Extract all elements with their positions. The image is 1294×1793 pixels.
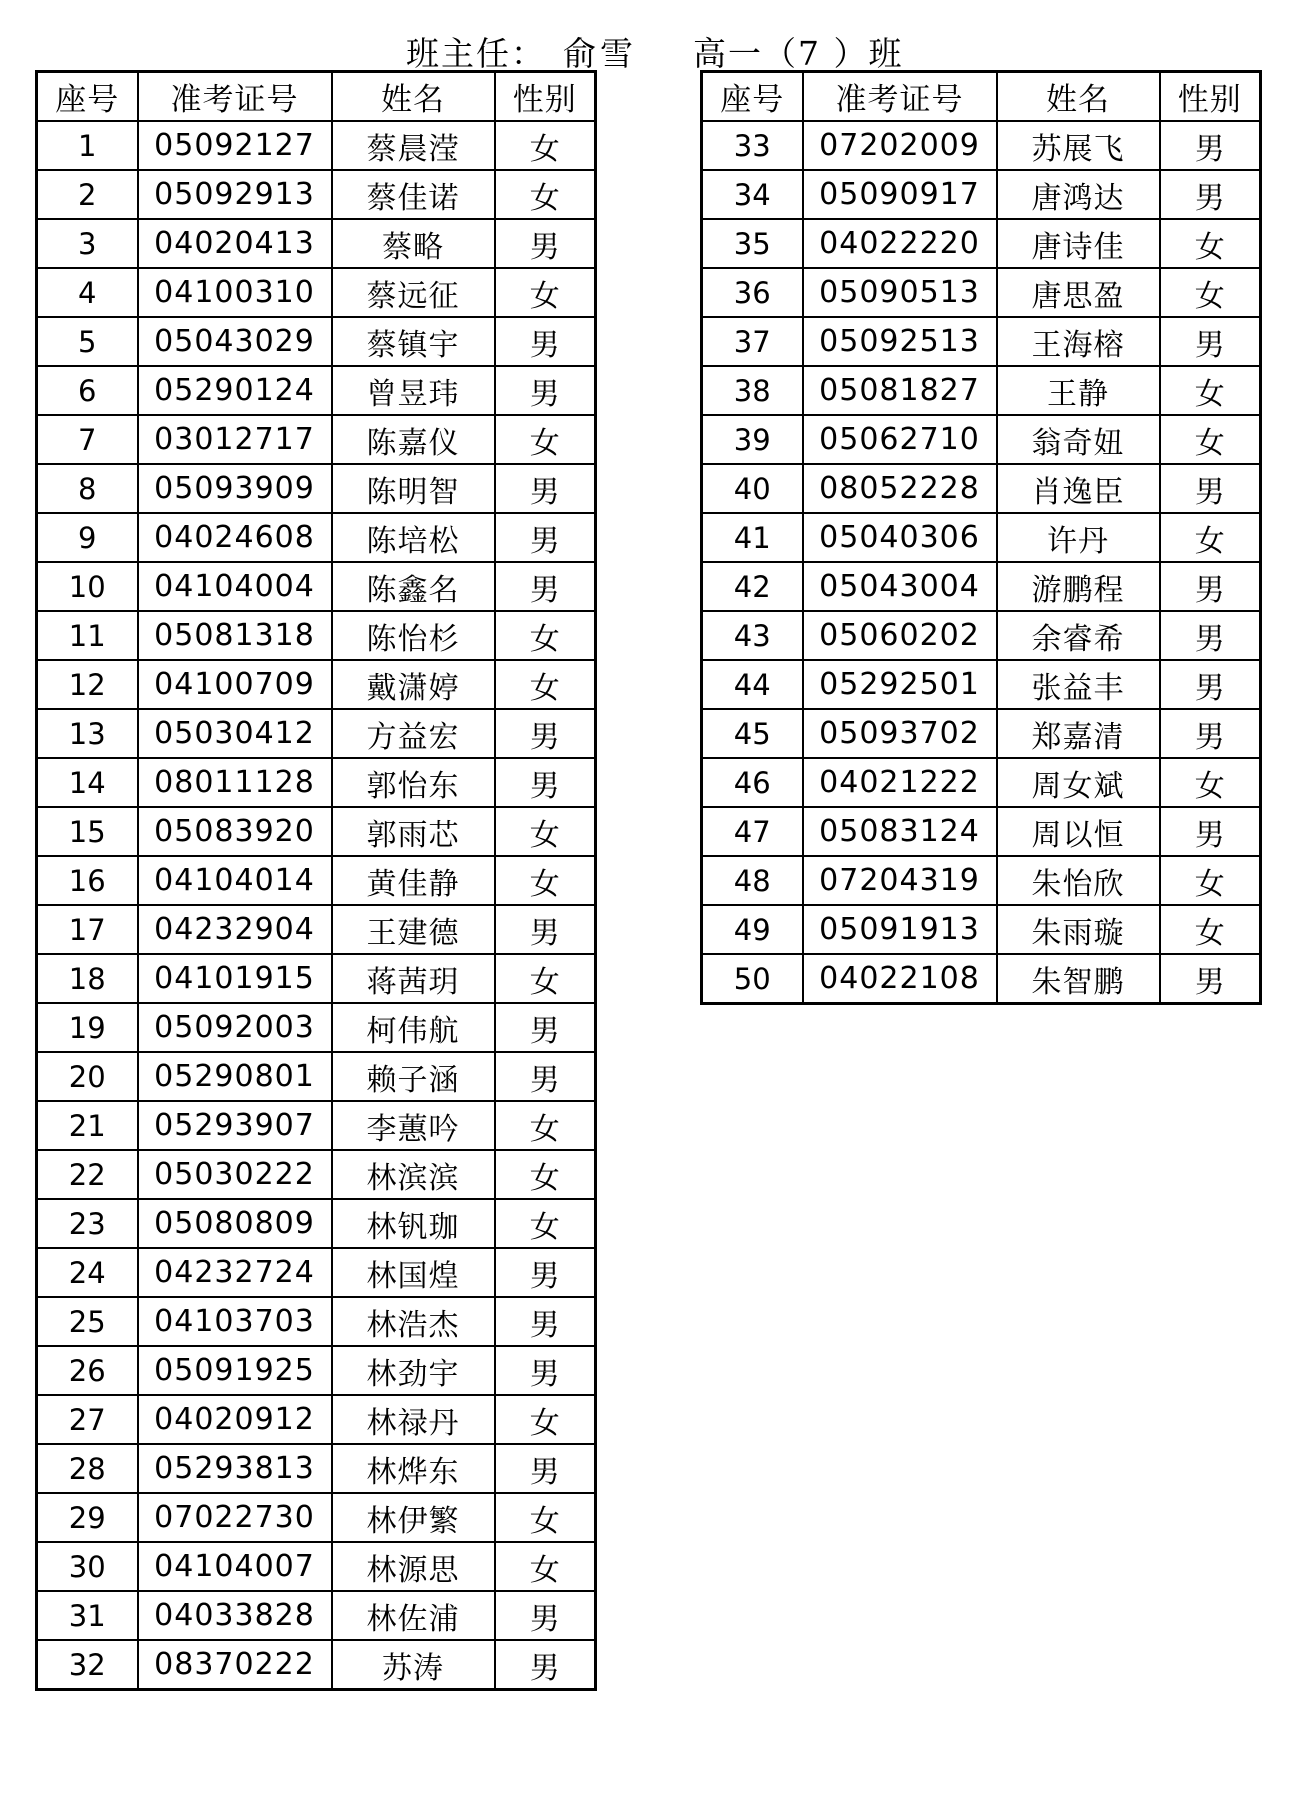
cell-exam-id: 04020413	[138, 219, 332, 268]
table-row	[37, 513, 596, 562]
table-row	[37, 1395, 596, 1444]
cell-gender: 女	[495, 954, 596, 1003]
column-header-name: 姓名	[332, 72, 495, 122]
table-row	[37, 170, 596, 219]
cell-seat: 6	[37, 366, 138, 415]
cell-name: 苏展飞	[997, 121, 1160, 170]
cell-exam-id: 04104014	[138, 856, 332, 905]
cell-seat: 38	[702, 366, 803, 415]
cell-gender: 女	[495, 121, 596, 170]
cell-seat: 13	[37, 709, 138, 758]
cell-seat: 20	[37, 1052, 138, 1101]
cell-gender: 男	[495, 317, 596, 366]
cell-gender: 男	[495, 758, 596, 807]
cell-exam-id: 04021222	[803, 758, 997, 807]
cell-exam-id: 04101915	[138, 954, 332, 1003]
cell-name: 陈嘉仪	[332, 415, 495, 464]
cell-gender: 男	[495, 1444, 596, 1493]
cell-seat: 37	[702, 317, 803, 366]
cell-exam-id: 05093702	[803, 709, 997, 758]
table-row	[37, 1248, 596, 1297]
table-row	[702, 905, 1261, 954]
cell-gender: 男	[1160, 611, 1261, 660]
cell-exam-id: 05083920	[138, 807, 332, 856]
cell-name: 曾昱玮	[332, 366, 495, 415]
cell-seat: 31	[37, 1591, 138, 1640]
cell-exam-id: 05081318	[138, 611, 332, 660]
cell-name: 唐诗佳	[997, 219, 1160, 268]
column-header-name: 姓名	[997, 72, 1160, 122]
cell-seat: 1	[37, 121, 138, 170]
cell-seat: 19	[37, 1003, 138, 1052]
table-row	[37, 1003, 596, 1052]
cell-seat: 32	[37, 1640, 138, 1690]
table-row	[37, 807, 596, 856]
cell-seat: 4	[37, 268, 138, 317]
cell-exam-id: 05043029	[138, 317, 332, 366]
head-teacher-label: 班主任：	[406, 34, 546, 73]
cell-seat: 11	[37, 611, 138, 660]
table-header-row	[702, 72, 1261, 122]
cell-exam-id: 05290124	[138, 366, 332, 415]
cell-seat: 40	[702, 464, 803, 513]
cell-seat: 14	[37, 758, 138, 807]
roster-table-left	[35, 70, 597, 1691]
cell-gender: 女	[495, 1395, 596, 1444]
cell-exam-id: 05091925	[138, 1346, 332, 1395]
column-header-gender: 性别	[495, 72, 596, 122]
cell-name: 陈怡杉	[332, 611, 495, 660]
cell-exam-id: 05093909	[138, 464, 332, 513]
cell-exam-id: 05081827	[803, 366, 997, 415]
cell-name: 林烨东	[332, 1444, 495, 1493]
cell-exam-id: 05062710	[803, 415, 997, 464]
cell-seat: 30	[37, 1542, 138, 1591]
cell-seat: 22	[37, 1150, 138, 1199]
cell-name: 李蕙吟	[332, 1101, 495, 1150]
cell-seat: 45	[702, 709, 803, 758]
cell-name: 肖逸臣	[997, 464, 1160, 513]
cell-exam-id: 05092513	[803, 317, 997, 366]
cell-seat: 9	[37, 513, 138, 562]
cell-gender: 男	[495, 464, 596, 513]
cell-gender: 男	[495, 1591, 596, 1640]
cell-gender: 女	[1160, 513, 1261, 562]
table-row	[702, 562, 1261, 611]
cell-name: 朱智鹏	[997, 954, 1160, 1004]
cell-gender: 男	[1160, 807, 1261, 856]
cell-name: 游鹏程	[997, 562, 1160, 611]
cell-name: 柯伟航	[332, 1003, 495, 1052]
cell-name: 朱雨璇	[997, 905, 1160, 954]
column-header-gender: 性别	[1160, 72, 1261, 122]
cell-gender: 女	[495, 1542, 596, 1591]
table-row	[37, 464, 596, 513]
cell-exam-id: 05083124	[803, 807, 997, 856]
cell-gender: 男	[1160, 317, 1261, 366]
cell-seat: 18	[37, 954, 138, 1003]
cell-gender: 女	[495, 170, 596, 219]
cell-gender: 女	[495, 1493, 596, 1542]
cell-name: 唐思盈	[997, 268, 1160, 317]
cell-name: 王建德	[332, 905, 495, 954]
table-row	[37, 1346, 596, 1395]
cell-seat: 43	[702, 611, 803, 660]
cell-exam-id: 05030222	[138, 1150, 332, 1199]
cell-name: 蔡远征	[332, 268, 495, 317]
cell-gender: 男	[495, 1052, 596, 1101]
table-row	[702, 170, 1261, 219]
cell-name: 戴潇婷	[332, 660, 495, 709]
table-row	[702, 660, 1261, 709]
table-row	[37, 1199, 596, 1248]
table-row	[37, 1640, 596, 1690]
cell-name: 王海榕	[997, 317, 1160, 366]
cell-exam-id: 03012717	[138, 415, 332, 464]
cell-exam-id: 04103703	[138, 1297, 332, 1346]
cell-name: 蔡略	[332, 219, 495, 268]
cell-name: 余睿希	[997, 611, 1160, 660]
cell-gender: 女	[1160, 758, 1261, 807]
cell-name: 林劲宇	[332, 1346, 495, 1395]
cell-exam-id: 05092003	[138, 1003, 332, 1052]
cell-exam-id: 05293813	[138, 1444, 332, 1493]
cell-exam-id: 05292501	[803, 660, 997, 709]
cell-gender: 女	[495, 415, 596, 464]
cell-seat: 21	[37, 1101, 138, 1150]
table-row	[37, 611, 596, 660]
cell-gender: 女	[495, 1199, 596, 1248]
column-header-seat: 座号	[702, 72, 803, 122]
table-row	[37, 954, 596, 1003]
cell-seat: 27	[37, 1395, 138, 1444]
cell-seat: 33	[702, 121, 803, 170]
cell-seat: 29	[37, 1493, 138, 1542]
cell-name: 苏涛	[332, 1640, 495, 1690]
table-row	[702, 611, 1261, 660]
table-row	[37, 905, 596, 954]
cell-seat: 34	[702, 170, 803, 219]
cell-name: 蒋茜玥	[332, 954, 495, 1003]
cell-exam-id: 07022730	[138, 1493, 332, 1542]
cell-name: 翁奇妞	[997, 415, 1160, 464]
roster-body-right	[702, 121, 1261, 1004]
table-row	[702, 954, 1261, 1004]
cell-seat: 28	[37, 1444, 138, 1493]
column-header-exam-id: 准考证号	[803, 72, 997, 122]
cell-seat: 44	[702, 660, 803, 709]
table-row	[702, 366, 1261, 415]
cell-name: 陈培松	[332, 513, 495, 562]
cell-seat: 23	[37, 1199, 138, 1248]
cell-seat: 35	[702, 219, 803, 268]
roster-table-right	[700, 70, 1262, 1005]
table-row	[37, 366, 596, 415]
table-row	[37, 1101, 596, 1150]
cell-seat: 17	[37, 905, 138, 954]
table-row	[37, 268, 596, 317]
cell-seat: 50	[702, 954, 803, 1004]
cell-seat: 25	[37, 1297, 138, 1346]
cell-gender: 女	[495, 1101, 596, 1150]
cell-gender: 女	[1160, 268, 1261, 317]
cell-exam-id: 05080809	[138, 1199, 332, 1248]
cell-gender: 女	[1160, 856, 1261, 905]
cell-exam-id: 08052228	[803, 464, 997, 513]
cell-seat: 5	[37, 317, 138, 366]
cell-gender: 男	[495, 1003, 596, 1052]
cell-exam-id: 04022108	[803, 954, 997, 1004]
cell-gender: 女	[495, 268, 596, 317]
cell-gender: 女	[495, 611, 596, 660]
table-row	[37, 317, 596, 366]
cell-gender: 女	[495, 856, 596, 905]
table-row	[37, 562, 596, 611]
table-row	[702, 856, 1261, 905]
cell-gender: 男	[495, 1640, 596, 1690]
table-row	[702, 121, 1261, 170]
cell-exam-id: 05090513	[803, 268, 997, 317]
cell-name: 王静	[997, 366, 1160, 415]
cell-seat: 49	[702, 905, 803, 954]
cell-name: 蔡镇宇	[332, 317, 495, 366]
cell-seat: 16	[37, 856, 138, 905]
table-row	[37, 660, 596, 709]
cell-gender: 男	[495, 219, 596, 268]
cell-seat: 7	[37, 415, 138, 464]
cell-gender: 女	[495, 1150, 596, 1199]
cell-exam-id: 05091913	[803, 905, 997, 954]
cell-name: 黄佳静	[332, 856, 495, 905]
table-row	[37, 1493, 596, 1542]
cell-seat: 48	[702, 856, 803, 905]
cell-gender: 男	[1160, 709, 1261, 758]
class-name: 高一（7 ）班	[693, 34, 904, 73]
cell-name: 赖子涵	[332, 1052, 495, 1101]
cell-seat: 12	[37, 660, 138, 709]
table-row	[37, 121, 596, 170]
cell-gender: 男	[495, 513, 596, 562]
cell-name: 林佐浦	[332, 1591, 495, 1640]
cell-seat: 46	[702, 758, 803, 807]
table-row	[37, 1444, 596, 1493]
table-row	[702, 415, 1261, 464]
cell-name: 周女斌	[997, 758, 1160, 807]
cell-exam-id: 04104007	[138, 1542, 332, 1591]
cell-seat: 8	[37, 464, 138, 513]
cell-gender: 男	[495, 709, 596, 758]
cell-gender: 男	[1160, 954, 1261, 1004]
cell-name: 林浩杰	[332, 1297, 495, 1346]
cell-name: 林国煌	[332, 1248, 495, 1297]
cell-seat: 3	[37, 219, 138, 268]
cell-exam-id: 05040306	[803, 513, 997, 562]
cell-name: 郭怡东	[332, 758, 495, 807]
cell-exam-id: 04020912	[138, 1395, 332, 1444]
cell-exam-id: 05290801	[138, 1052, 332, 1101]
table-row	[37, 415, 596, 464]
cell-gender: 男	[1160, 121, 1261, 170]
table-row	[37, 1591, 596, 1640]
cell-name: 朱怡欣	[997, 856, 1160, 905]
cell-seat: 10	[37, 562, 138, 611]
cell-name: 方益宏	[332, 709, 495, 758]
table-row	[702, 513, 1261, 562]
cell-seat: 41	[702, 513, 803, 562]
cell-exam-id: 05030412	[138, 709, 332, 758]
cell-gender: 男	[495, 562, 596, 611]
cell-name: 林伊繁	[332, 1493, 495, 1542]
cell-name: 周以恒	[997, 807, 1160, 856]
cell-gender: 女	[495, 660, 596, 709]
cell-gender: 男	[495, 1248, 596, 1297]
table-row	[702, 317, 1261, 366]
cell-gender: 男	[495, 1297, 596, 1346]
cell-exam-id: 05060202	[803, 611, 997, 660]
table-row	[702, 268, 1261, 317]
column-header-exam-id: 准考证号	[138, 72, 332, 122]
cell-seat: 47	[702, 807, 803, 856]
table-row	[702, 758, 1261, 807]
cell-gender: 女	[1160, 905, 1261, 954]
cell-gender: 男	[495, 366, 596, 415]
cell-exam-id: 04100310	[138, 268, 332, 317]
cell-exam-id: 05043004	[803, 562, 997, 611]
cell-seat: 26	[37, 1346, 138, 1395]
cell-exam-id: 04100709	[138, 660, 332, 709]
cell-seat: 39	[702, 415, 803, 464]
page-header	[0, 22, 1294, 72]
cell-exam-id: 05092127	[138, 121, 332, 170]
cell-name: 林禄丹	[332, 1395, 495, 1444]
table-row	[702, 464, 1261, 513]
cell-exam-id: 05092913	[138, 170, 332, 219]
cell-exam-id: 04232904	[138, 905, 332, 954]
cell-gender: 女	[1160, 219, 1261, 268]
table-row	[37, 1052, 596, 1101]
column-header-seat: 座号	[37, 72, 138, 122]
cell-seat: 36	[702, 268, 803, 317]
cell-exam-id: 08011128	[138, 758, 332, 807]
cell-name: 林滨滨	[332, 1150, 495, 1199]
table-row	[702, 219, 1261, 268]
cell-seat: 24	[37, 1248, 138, 1297]
cell-gender: 女	[1160, 366, 1261, 415]
table-row	[37, 219, 596, 268]
table-row	[37, 856, 596, 905]
cell-gender: 女	[1160, 415, 1261, 464]
cell-seat: 2	[37, 170, 138, 219]
cell-exam-id: 07202009	[803, 121, 997, 170]
cell-name: 张益丰	[997, 660, 1160, 709]
table-row	[702, 709, 1261, 758]
roster-body-left	[37, 121, 596, 1690]
cell-gender: 男	[495, 1346, 596, 1395]
cell-name: 许丹	[997, 513, 1160, 562]
cell-exam-id: 04024608	[138, 513, 332, 562]
cell-gender: 男	[1160, 464, 1261, 513]
cell-exam-id: 04104004	[138, 562, 332, 611]
cell-gender: 男	[495, 905, 596, 954]
cell-seat: 42	[702, 562, 803, 611]
cell-name: 郭雨芯	[332, 807, 495, 856]
cell-exam-id: 04232724	[138, 1248, 332, 1297]
cell-gender: 男	[1160, 170, 1261, 219]
cell-seat: 15	[37, 807, 138, 856]
cell-name: 陈鑫名	[332, 562, 495, 611]
cell-name: 蔡晨滢	[332, 121, 495, 170]
cell-exam-id: 04022220	[803, 219, 997, 268]
table-row	[37, 1542, 596, 1591]
cell-gender: 女	[495, 807, 596, 856]
cell-exam-id: 05090917	[803, 170, 997, 219]
cell-gender: 男	[1160, 660, 1261, 709]
cell-name: 郑嘉清	[997, 709, 1160, 758]
cell-exam-id: 08370222	[138, 1640, 332, 1690]
table-header-row	[37, 72, 596, 122]
table-row	[37, 758, 596, 807]
table-row	[702, 807, 1261, 856]
cell-gender: 男	[1160, 562, 1261, 611]
cell-name: 林源思	[332, 1542, 495, 1591]
cell-name: 陈明智	[332, 464, 495, 513]
cell-name: 蔡佳诺	[332, 170, 495, 219]
head-teacher-name: 俞雪	[563, 34, 637, 73]
table-row	[37, 1150, 596, 1199]
table-row	[37, 1297, 596, 1346]
cell-exam-id: 04033828	[138, 1591, 332, 1640]
table-row	[37, 709, 596, 758]
cell-name: 唐鸿达	[997, 170, 1160, 219]
cell-name: 林钒珈	[332, 1199, 495, 1248]
cell-exam-id: 07204319	[803, 856, 997, 905]
cell-exam-id: 05293907	[138, 1101, 332, 1150]
